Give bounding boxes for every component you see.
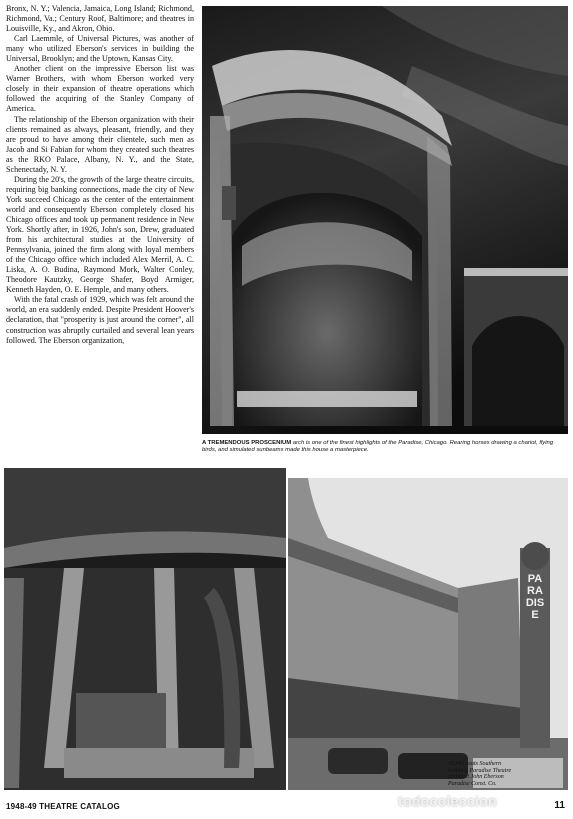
page-number: 11 [554, 800, 565, 811]
article-paragraph: Carl Laemmle, of Universal Pictures, was another of many who utilized Eberson's services in building the Universal, Brooklyn; and the Uptown, Kansas City. [6, 34, 194, 64]
caption-lead: A TREMENDOUS PROSCENIUM [202, 440, 292, 446]
watermark: todocoleccion [398, 793, 497, 809]
exterior-photo [288, 478, 568, 790]
exterior-photo-graphic [288, 478, 568, 790]
handwritten-note-line: 10,941 seats Southern [448, 761, 502, 767]
proscenium-photo-graphic [202, 6, 568, 434]
marquee-sign: PARADISE [525, 573, 545, 621]
article-paragraph: The relationship of the Eberson organization with their clients remained as always, pleasant, friendly, and they are proud to have among their clientele, such men as Jacob and Si Fabian for whom they created such theatres as the RKO Palace, Albany, N. Y., and the State, Schenectady, N. Y. [6, 114, 194, 174]
photo-caption [202, 440, 566, 455]
handwritten-note-line: architect John Eberson [448, 774, 504, 780]
proscenium-photo [202, 6, 568, 434]
article-paragraph: During the 20's, the growth of the large theatre circuits, requiring big banking connections, made the city of New York succeed Chicago as the center of the entertainment world and consequently Eberson completely closed his Chicago offices and took up permanent residence in New York. Shortly after, in 1926, John's son, Drew, graduated from his architectural studies at the University of Pennsylvania, joined the firm along with loyal members of the Chicago office which included Alex Merril, A. C. Liska, A. O. Budina, Raymond Mork, Walter Conley, Theodore Kautzky, George Shafer, Boyd Armiger, Kenneth Hayden, O. E. Hemple, and many others. [6, 174, 194, 295]
handwritten-note [448, 761, 566, 787]
organ-grille-photo [4, 468, 286, 790]
handwritten-note-line: Paradise Const. Co. [448, 780, 497, 787]
handwritten-note-line: building Paradise Theatre [448, 767, 512, 774]
article-text-column [6, 4, 194, 456]
article-paragraph: With the fatal crash of 1929, which was felt around the world, an era suddenly ended. Despite President Hoover's declaration, that "prosperity is just around the corner", all construction was abruptly curtailed and several lean years followed. The Eberson organization, [6, 295, 194, 345]
article-paragraph: Bronx, N. Y.; Valencia, Jamaica, Long Island; Richmond, Richmond, Va.; Century Roof, Baltimore; and theatres in Louisville, Ky., and Akron, Ohio. [6, 4, 194, 34]
caption-text: arch is one of the finest highlights of the Paradise, Chicago. Rearing horses drawing a chariot, flying birds, and simulated sunbeams made this house a masterpiece. [202, 440, 554, 454]
organ-grille-photo-graphic [4, 468, 286, 790]
article-paragraph: Another client on the impressive Eberson list was Warner Brothers, with whom Eberson worked very closely in their expansion of theatre operations which followed the acquiring of the Stanley Company of America. [6, 64, 194, 114]
catalog-footer: 1948-49 THEATRE CATALOG [6, 802, 120, 811]
